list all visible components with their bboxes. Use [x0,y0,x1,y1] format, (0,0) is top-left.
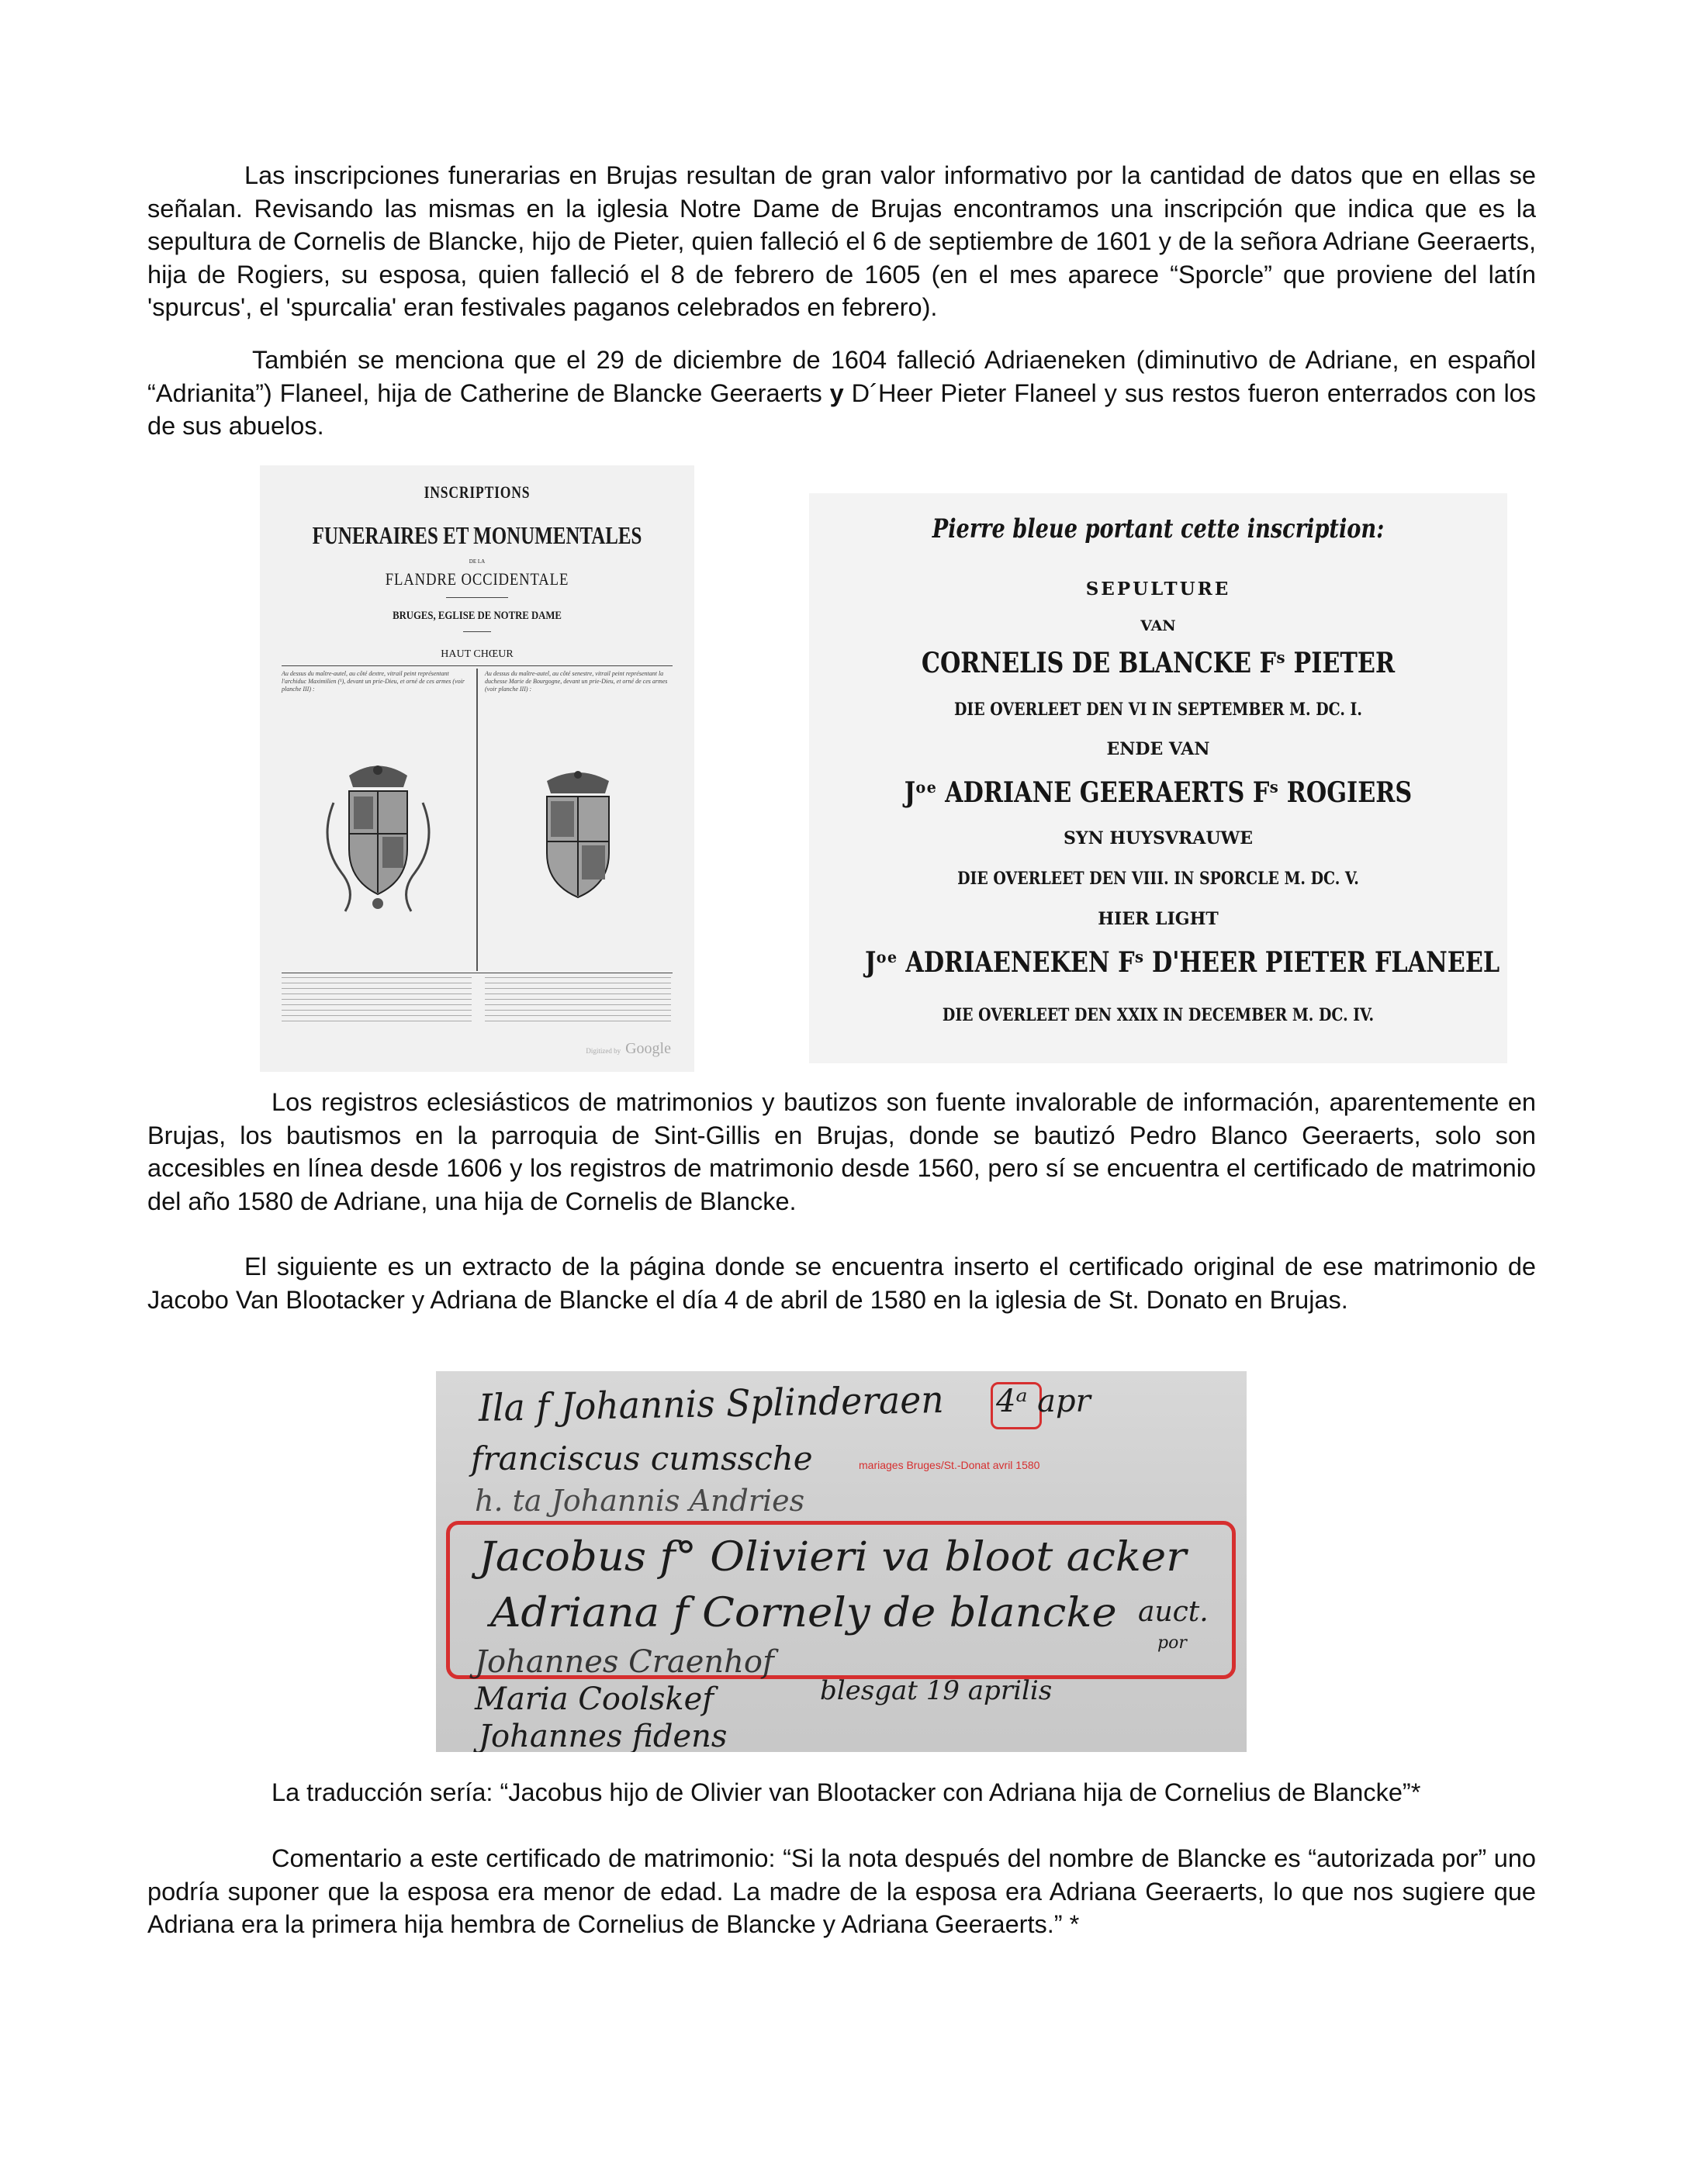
google-watermark: Digitized by Google [586,1040,671,1057]
right-column-caption: Au dessus du maître-autel, au côté senestre, vitrail peint représentant la duchesse Marie de Bourgogne, devant un prie-Dieu, et orné de ces armes (voir planche III) : [485,670,668,693]
manuscript-line6: Johannes Craenhof [475,1644,774,1680]
book-title-line6: HAUT CHŒUR [441,648,514,660]
paragraph-funerary-inscriptions: Las inscripciones funerarias en Brujas resultan de gran valor informativo por la cantidad de datos que en ellas se señalan. Revisando las mismas en la iglesia Notre Dame de Brujas encontramos una inscripción que indica que es la sepultura de Cornelis de Blancke, hijo de Pieter, quien falleció el 6 de septiembre de 1601 y de la señora Adriane Geeraerts, hija de Rogiers, su esposa, quien falleció el 8 de febrero de 1605 (en el mes aparece “Sporcle” que proviene del latín 'spurcus', el 'spurcalia' eran festivales paganos celebrados en febrero). [147,161,1536,321]
column-divider [476,669,478,971]
divider [446,597,508,598]
inscription-line7: Jᵒᵉ ADRIANE GEERAERTS Fˢ ROGIERS [904,776,1413,809]
inscription-line8: SYN HUYSVRAUWE [1063,828,1253,848]
manuscript-line2: franciscus cumssche [471,1439,813,1477]
manuscript-line8: Johannes fidens [479,1719,728,1752]
register-caption: mariages Bruges/St.-Donat avril 1580 [859,1459,1040,1471]
book-title-line2: FUNERAIRES ET MONUMENTALES [312,521,642,549]
inscription-line2: SEPULTURE [1085,579,1231,600]
book-title-line1: INSCRIPTIONS [424,482,531,502]
divider [282,665,673,666]
inscription-line10: HIER LIGHT [1098,909,1219,929]
paragraph-commentary: Comentario a este certificado de matrimonio: “Si la nota después del nombre de Blancke es “autorizada por” uno podría suponer que la esposa era menor de edad. La madre de la esposa era Adriana Geeraerts, lo que nos sugiere que Adriana era la primera hija hembra de Cornelius de Blancke y Adriana Geeraerts.” * [147,1844,1536,1938]
book-title-line5: BRUGES, EGLISE DE NOTRE DAME [393,610,562,622]
left-column-caption: Au dessus du maître-autel, au côté dextre, vitrail peint représentant l'archiduc Maximilien (¹), devant un prie-Dieu, et orné de ces armes (voir planche III) : [282,670,465,693]
manuscript-line5-note: auct. [1138,1596,1209,1628]
divider [463,631,491,632]
paragraph-translation: La traducción sería: “Jacobus hijo de Olivier van Blootacker con Adriana hija de Cornelius de Blancke”* [272,1778,1421,1806]
marriage-register-image [436,1371,1247,1752]
manuscript-date-mark: 4ᵃ apr [996,1384,1091,1419]
manuscript-line4: Jacobus f° Olivieri va bloot acker [479,1534,1187,1581]
manuscript-line3: h. ta Johannis Andries [475,1484,805,1518]
coat-of-arms-right-icon [528,764,628,904]
inscription-line12: DIE OVERLEET DEN XXIX IN DECEMBER M. DC. IV. [942,1005,1375,1025]
book-title-page-image [260,465,694,1072]
inscription-line6: ENDE VAN [1106,739,1210,759]
inscription-line11: Jᵒᵉ ADRIAENEKEN Fˢ D'HEER PIETER FLANEEL [865,946,1500,979]
footnote-right-block [485,977,671,1024]
manuscript-line7: Maria Coolskef [475,1681,714,1717]
manuscript-line7-note: blesgat 19 aprilis [820,1675,1053,1706]
inscription-line4: CORNELIS DE BLANCKE Fˢ PIETER [921,647,1396,679]
book-title-line4: FLANDRE OCCIDENTALE [385,569,569,589]
paragraph-adriaeneken: También se menciona que el 29 de diciembre de 1604 falleció Adriaeneken (diminutivo de Adriane, en español “Adrianita”) Flaneel, hija de Catherine de Blancke Geeraerts y D´Heer Pieter Flaneel y sus restos fueron enterrados con los de sus abuelos. [147,346,1536,440]
book-title-line3: DE LA [469,558,486,565]
inscription-line5: DIE OVERLEET DEN VI IN SEPTEMBER M. DC. I. [954,700,1362,720]
coat-of-arms-left-icon [310,756,446,919]
inscription-line3: VAN [1140,617,1176,634]
manuscript-line5: Adriana f Cornely de blancke [490,1590,1117,1636]
inscription-text-image [809,493,1507,1063]
paragraph-church-records: Los registros eclesiásticos de matrimonios y bautizos son fuente invalorable de información, aparentemente en Brujas, los bautismos en la parroquia de Sint-Gillis en Brujas, donde se bautizó Pedro Blanco Geeraerts, solo son accesibles en línea desde 1606 y los registros de matrimonio desde 1560, pero sí se encuentra el certificado de matrimonio del año 1580 de Adriane, una hija de Cornelis de Blancke. [147,1088,1536,1215]
inscription-line9: DIE OVERLEET DEN VIII. IN SPORCLE M. DC. V. [957,869,1359,889]
footnote-left-block [282,977,472,1024]
manuscript-line5-note2: por [1157,1633,1187,1653]
inscription-line1: Pierre bleue portant cette inscription: [932,513,1385,544]
paragraph-marriage-extract: El siguiente es un extracto de la página donde se encuentra inserto el certificado original de ese matrimonio de Jacobo Van Blootacker y Adriana de Blancke el día 4 de abril de 1580 en la iglesia de St. Donato en Brujas. [147,1253,1536,1314]
manuscript-line1: Ila f Johannis Splinderaen [478,1377,945,1430]
